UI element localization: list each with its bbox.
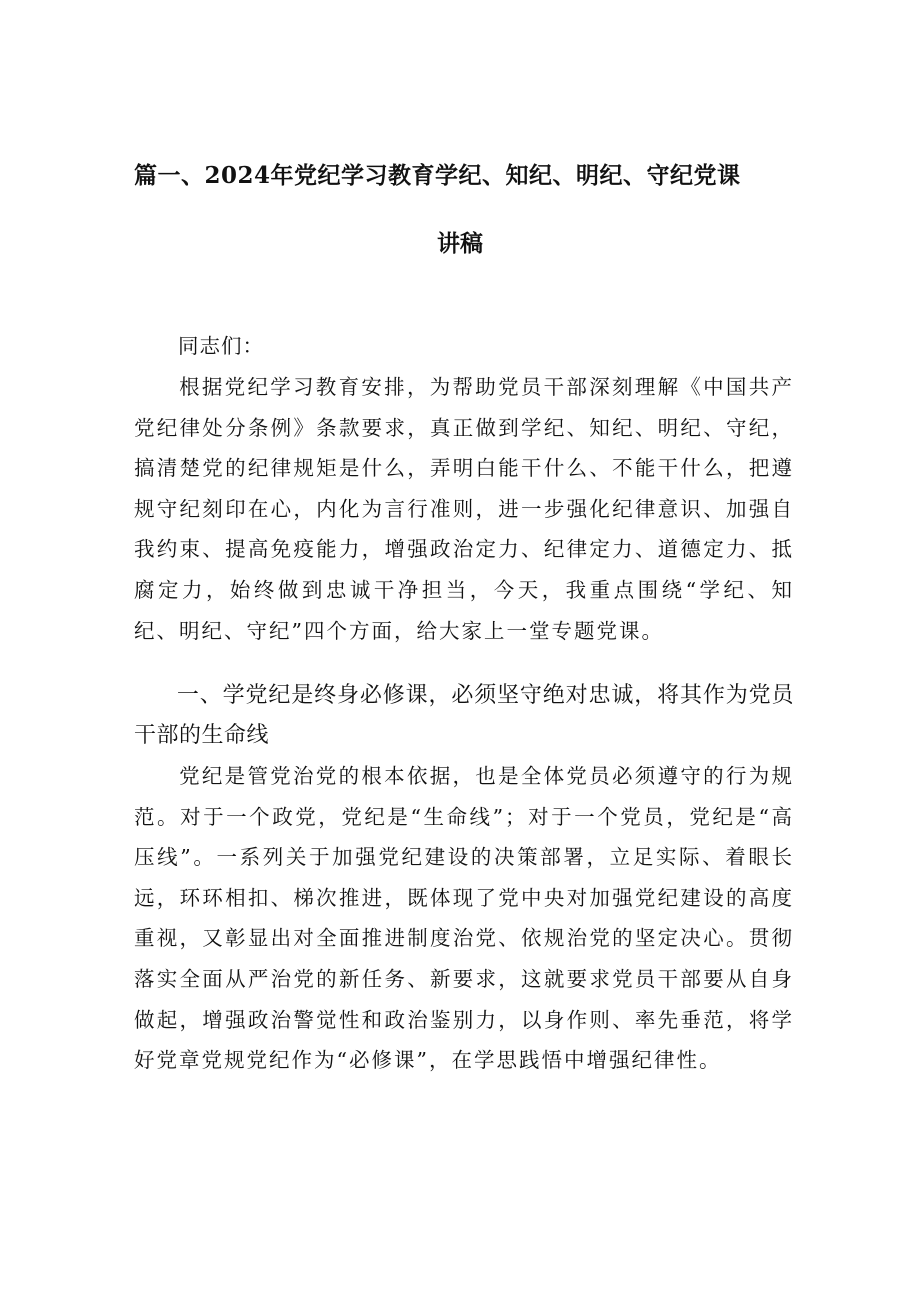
document-title-line2: 讲稿 xyxy=(437,230,483,257)
body-paragraph-2: 党纪是管党治党的根本依据，也是全体党员必须遵守的行为规范。对于一个政党，党纪是“生命线”；对于一个党员，党纪是“高压线”。一系列关于加强党纪建设的决策部署，立足实际、着眼长远，环环相扣、梯次推进，既体现了党中央对加强党纪建设的高度重视，又彰显出对全面推进制度治党、依规治党的坚定决心。贯彻落实全面从严治党的新任务、新要求，这就要求党员干部要从自身做起，增强政治警觉性和政治鉴别力，以身作则、率先垂范，将学好党章党规党纪作为“必修课”，在学思践悟中增强纪律性。 xyxy=(134,764,794,1073)
section-heading-1: 一、学党纪是终身必修课，必须坚守绝对忠诚，将其作为党员干部的生命线 xyxy=(134,683,794,748)
body-paragraph-1: 根据党纪学习教育安排，为帮助党员干部深刻理解《中国共产党纪律处分条例》条款要求，真正做到学纪、知纪、明纪、守纪，搞清楚党的纪律规矩是什么，弄明白能干什么、不能干什么，把遵规守纪刻印在心，内化为言行准则，进一步强化纪律意识、加强自我约束、提高免疫能力，增强政治定力、纪律定力、道德定力、抵腐定力，始终做到忠诚干净担当，今天，我重点围绕“学纪、知纪、明纪、守纪”四个方面，给大家上一堂专题党课。 xyxy=(134,375,794,643)
salutation: 同志们： xyxy=(178,334,264,358)
document-title-line1: 篇一、2024年党纪学习教育学纪、知纪、明纪、守纪党课 xyxy=(134,162,741,189)
